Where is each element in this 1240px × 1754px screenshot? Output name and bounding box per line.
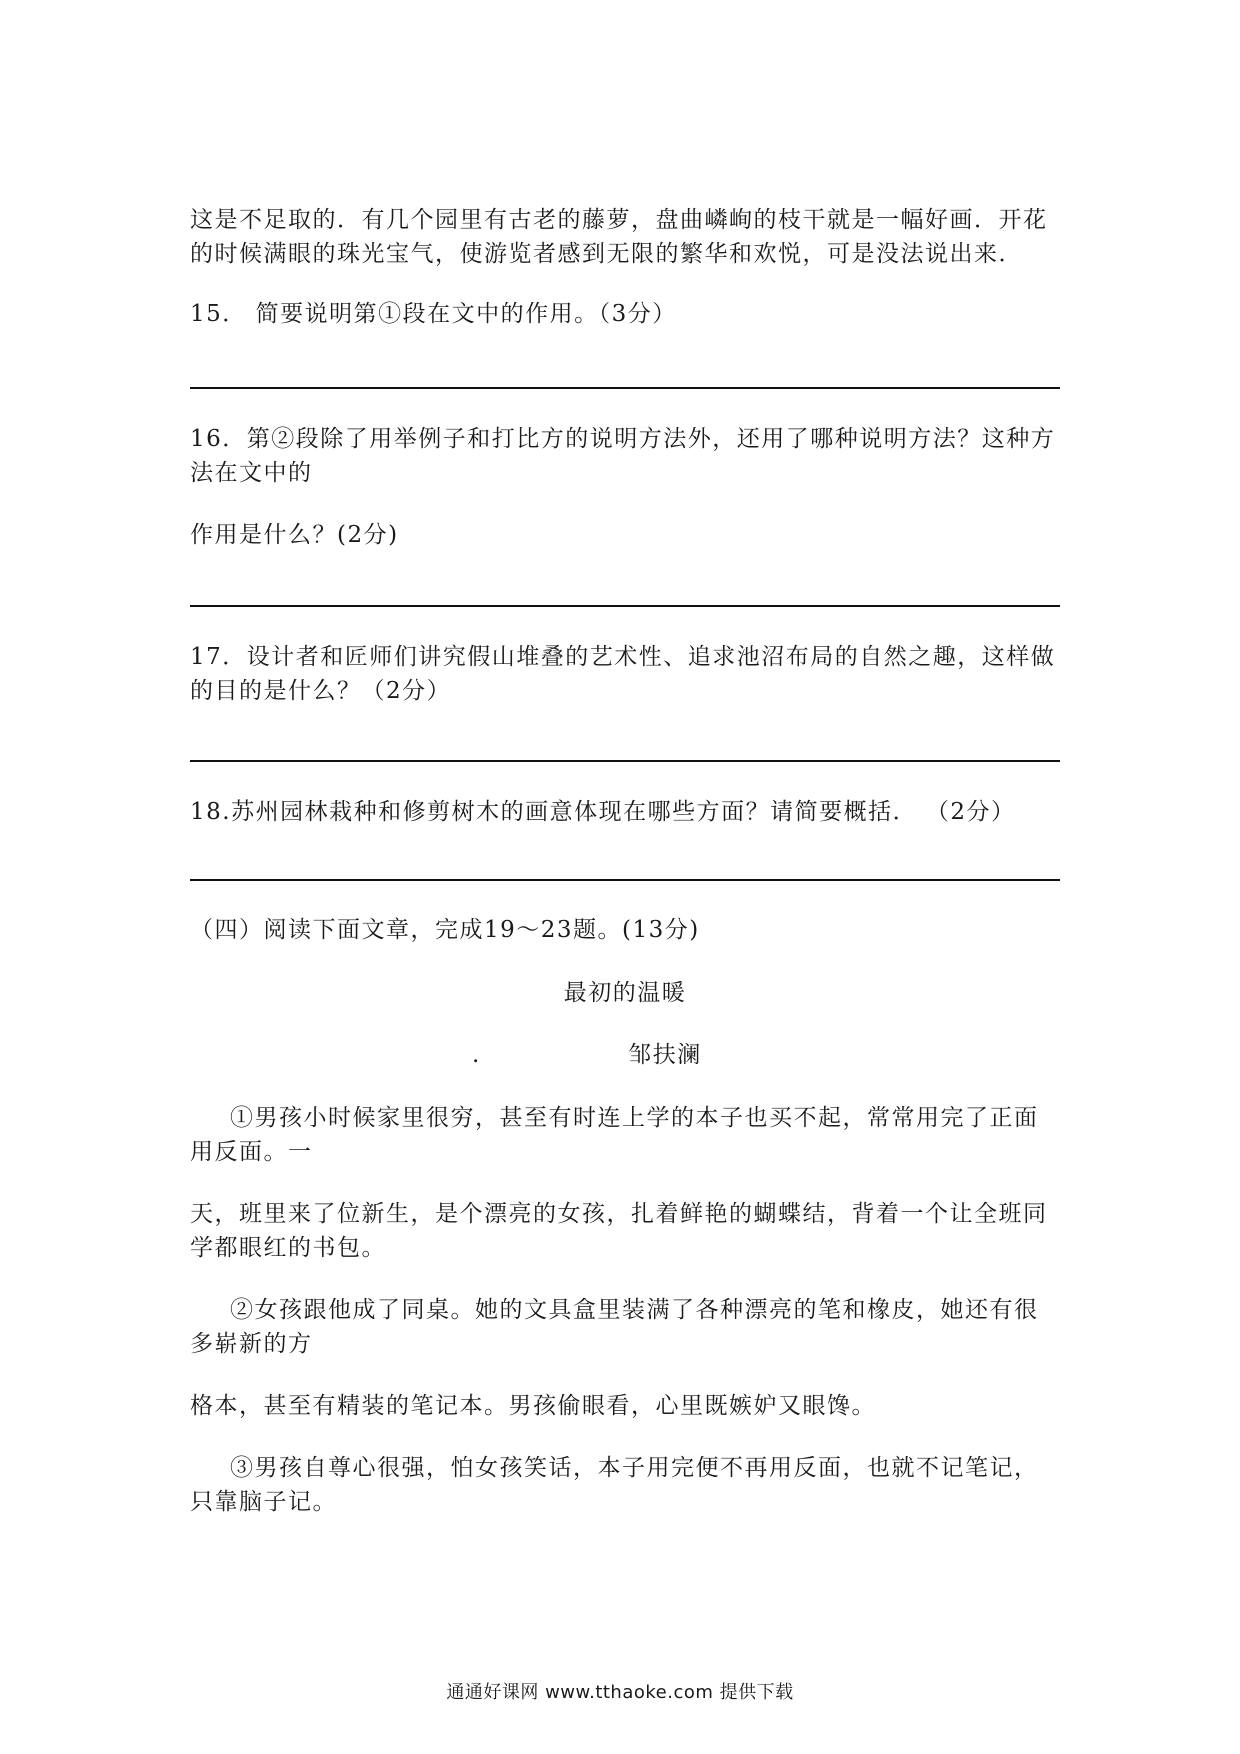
section-heading: （四）阅读下面文章，完成19～23题。(13分) [190,917,700,943]
answer-line [190,605,1060,607]
question-text: 的目的是什么？（2分） [190,678,452,704]
paragraph-line: ①男孩小时候家里很穷，甚至有时连上学的本子也买不起，常常用完了正面 [230,1105,1039,1131]
article-author: 邹扶澜 [628,1042,702,1068]
paragraph-line: 用反面。一 [190,1139,313,1165]
question-text: 15． 简要说明第①段在文中的作用。（3分） [190,301,677,327]
question-text: 法在文中的 [190,460,313,486]
footer-watermark: 通通好课网 www.tthaoke.com 提供下载 [446,1682,794,1703]
paragraph-line: 学都眼红的书包。 [190,1235,386,1261]
paragraph-line: ③男孩自尊心很强，怕女孩笑话，本子用完便不再用反面，也就不记笔记， [230,1455,1039,1481]
paragraph-line: 格本，甚至有精装的笔记本。男孩偷眼看，心里既嫉妒又眼馋。 [190,1393,876,1419]
stray-dot: . [472,1042,481,1068]
question-text: 16．第②段除了用举例子和打比方的说明方法外，还用了哪种说明方法？这种方 [190,426,1056,452]
answer-line [190,879,1060,881]
question-text: 作用是什么？(2分) [190,522,399,548]
paragraph-line: 天，班里来了位新生，是个漂亮的女孩，扎着鲜艳的蝴蝶结，背着一个让全班同 [190,1201,1048,1227]
question-text: 18.苏州园林栽种和修剪树木的画意体现在哪些方面？请简要概括． （2分） [190,799,1016,825]
passage-line: 这是不足取的．有几个园里有古老的藤萝，盘曲嶙峋的枝干就是一幅好画．开花 [190,207,1048,233]
paragraph-line: 多崭新的方 [190,1331,313,1357]
paragraph-line: 只靠脑子记。 [190,1489,337,1515]
article-title: 最初的温暖 [563,980,687,1006]
question-text: 17．设计者和匠师们讲究假山堆叠的艺术性、追求池沼布局的自然之趣，这样做 [190,644,1056,670]
paragraph-line: ②女孩跟他成了同桌。她的文具盒里装满了各种漂亮的笔和橡皮，她还有很 [230,1297,1039,1323]
passage-line: 的时候满眼的珠光宝气，使游览者感到无限的繁华和欢悦，可是没法说出来． [190,241,1023,267]
answer-line [190,387,1060,389]
answer-line [190,760,1060,762]
